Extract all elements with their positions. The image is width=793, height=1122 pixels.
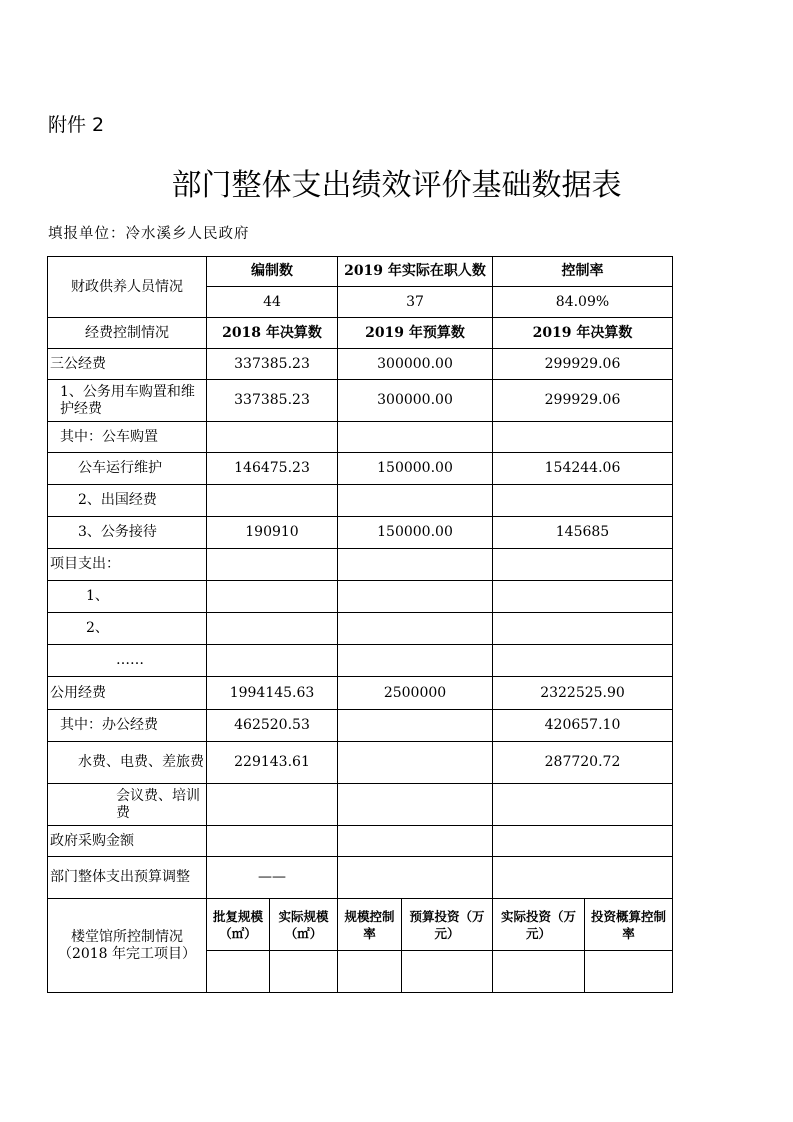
row-label: 三公经费 <box>48 349 207 380</box>
table-row <box>48 549 673 581</box>
row-value-2019-budget <box>338 710 493 742</box>
row-value-2018 <box>207 549 338 581</box>
building-header-investment-rate: 投资概算控制率 <box>585 899 673 951</box>
building-header-approved-scale: 批复规模（㎡） <box>207 899 270 951</box>
table-row <box>48 613 673 645</box>
row-label: 公车运行维护 <box>48 453 207 485</box>
row-value-2018 <box>207 784 338 826</box>
data-table <box>47 256 673 993</box>
row-value-2019-final: 145685 <box>493 517 673 549</box>
building-cell <box>585 951 673 993</box>
building-header-scale-rate: 规模控制率 <box>338 899 402 951</box>
row-value-2019-budget <box>338 549 493 581</box>
row-value-2018: 146475.23 <box>207 453 338 485</box>
row-value-2019-budget <box>338 784 493 826</box>
row-label: 项目支出： <box>48 549 207 581</box>
funds-header-2019-final: 2019 年决算数 <box>493 318 673 349</box>
row-value-2018: 1994145.63 <box>207 677 338 710</box>
row-label: 部门整体支出预算调整 <box>48 857 207 899</box>
row-value-2019-budget <box>338 422 493 453</box>
row-value-2019-budget: 2500000 <box>338 677 493 710</box>
table-row <box>48 645 673 677</box>
row-label: 会议费、培训费 <box>48 784 207 826</box>
page-title: 部门整体支出绩效评价基础数据表 <box>171 168 622 203</box>
table-row <box>48 742 673 784</box>
row-value-2019-budget <box>338 857 493 899</box>
attachment-label: 附件 2 <box>48 114 105 136</box>
row-value-2019-final: 287720.72 <box>493 742 673 784</box>
row-value-2019-budget <box>338 581 493 613</box>
row-value-2019-budget <box>338 613 493 645</box>
row-label: …… <box>48 645 207 677</box>
staff-value-rate: 84.09% <box>493 287 673 318</box>
row-value-2018 <box>207 826 338 857</box>
table-row <box>48 453 673 485</box>
staff-value-quota: 44 <box>207 287 338 318</box>
building-cell <box>338 951 402 993</box>
row-value-2018: 337385.23 <box>207 349 338 380</box>
staff-header-rate: 控制率 <box>493 257 673 287</box>
row-label: 其中：公车购置 <box>48 422 207 453</box>
row-label: 1、 <box>48 581 207 613</box>
table-row <box>48 710 673 742</box>
row-value-2019-final <box>493 549 673 581</box>
row-label: 1、公务用车购置和维护经费 <box>48 380 207 422</box>
row-value-2018 <box>207 613 338 645</box>
row-value-2019-final <box>493 857 673 899</box>
table-row <box>48 517 673 549</box>
table-row <box>48 380 673 422</box>
row-label: 2、出国经费 <box>48 485 207 517</box>
row-value-2018: 190910 <box>207 517 338 549</box>
row-label: 水费、电费、差旅费 <box>48 742 207 784</box>
building-label <box>48 899 207 993</box>
row-value-2019-budget: 300000.00 <box>338 349 493 380</box>
building-header-actual-scale: 实际规模（㎡） <box>270 899 338 951</box>
row-value-2018 <box>207 422 338 453</box>
row-value-2019-final <box>493 645 673 677</box>
row-value-2019-final <box>493 826 673 857</box>
table-row <box>48 349 673 380</box>
table-row <box>48 485 673 517</box>
row-value-2019-budget <box>338 485 493 517</box>
row-value-2019-budget: 150000.00 <box>338 453 493 485</box>
table-row <box>48 784 673 826</box>
funds-header-2018: 2018 年决算数 <box>207 318 338 349</box>
building-cell <box>493 951 585 993</box>
row-value-2019-budget: 300000.00 <box>338 380 493 422</box>
staff-label: 财政供养人员情况 <box>48 257 207 318</box>
row-value-2018: 229143.61 <box>207 742 338 784</box>
row-value-2019-final <box>493 581 673 613</box>
row-value-2019-final: 299929.06 <box>493 349 673 380</box>
row-value-2018 <box>207 485 338 517</box>
row-label: 3、公务接待 <box>48 517 207 549</box>
building-header-budget-investment: 预算投资（万元） <box>402 899 493 951</box>
row-value-2019-final <box>493 784 673 826</box>
row-value-2019-final <box>493 422 673 453</box>
row-label: 其中：办公经费 <box>48 710 207 742</box>
row-value-2018: 337385.23 <box>207 380 338 422</box>
row-label: 政府采购金额 <box>48 826 207 857</box>
row-value-2018 <box>207 581 338 613</box>
staff-header-quota: 编制数 <box>207 257 338 287</box>
table-row <box>48 422 673 453</box>
row-value-2019-budget <box>338 645 493 677</box>
row-value-2018: 462520.53 <box>207 710 338 742</box>
building-cell <box>270 951 338 993</box>
table-row <box>48 857 673 899</box>
reporting-unit: 填报单位：冷水溪乡人民政府 <box>48 226 250 242</box>
row-value-2018: —— <box>207 857 338 899</box>
building-label-line1: 楼堂馆所控制情况 <box>71 928 183 945</box>
building-label-line2: （2018 年完工项目） <box>57 945 197 962</box>
staff-header-actual: 2019 年实际在职人数 <box>338 257 493 287</box>
building-cell <box>402 951 493 993</box>
building-cell <box>207 951 270 993</box>
row-value-2019-budget <box>338 742 493 784</box>
row-value-2019-final: 154244.06 <box>493 453 673 485</box>
table-row <box>48 581 673 613</box>
row-value-2019-final: 420657.10 <box>493 710 673 742</box>
table-row <box>48 677 673 710</box>
row-value-2019-final: 2322525.90 <box>493 677 673 710</box>
table-row <box>48 826 673 857</box>
row-label: 公用经费 <box>48 677 207 710</box>
row-value-2018 <box>207 645 338 677</box>
building-header-actual-investment: 实际投资（万元） <box>493 899 585 951</box>
staff-value-actual: 37 <box>338 287 493 318</box>
row-value-2019-budget: 150000.00 <box>338 517 493 549</box>
funds-header-2019-budget: 2019 年预算数 <box>338 318 493 349</box>
row-label: 2、 <box>48 613 207 645</box>
row-value-2019-final <box>493 613 673 645</box>
funds-label: 经费控制情况 <box>48 318 207 349</box>
row-value-2019-budget <box>338 826 493 857</box>
row-value-2019-final <box>493 485 673 517</box>
row-value-2019-final: 299929.06 <box>493 380 673 422</box>
